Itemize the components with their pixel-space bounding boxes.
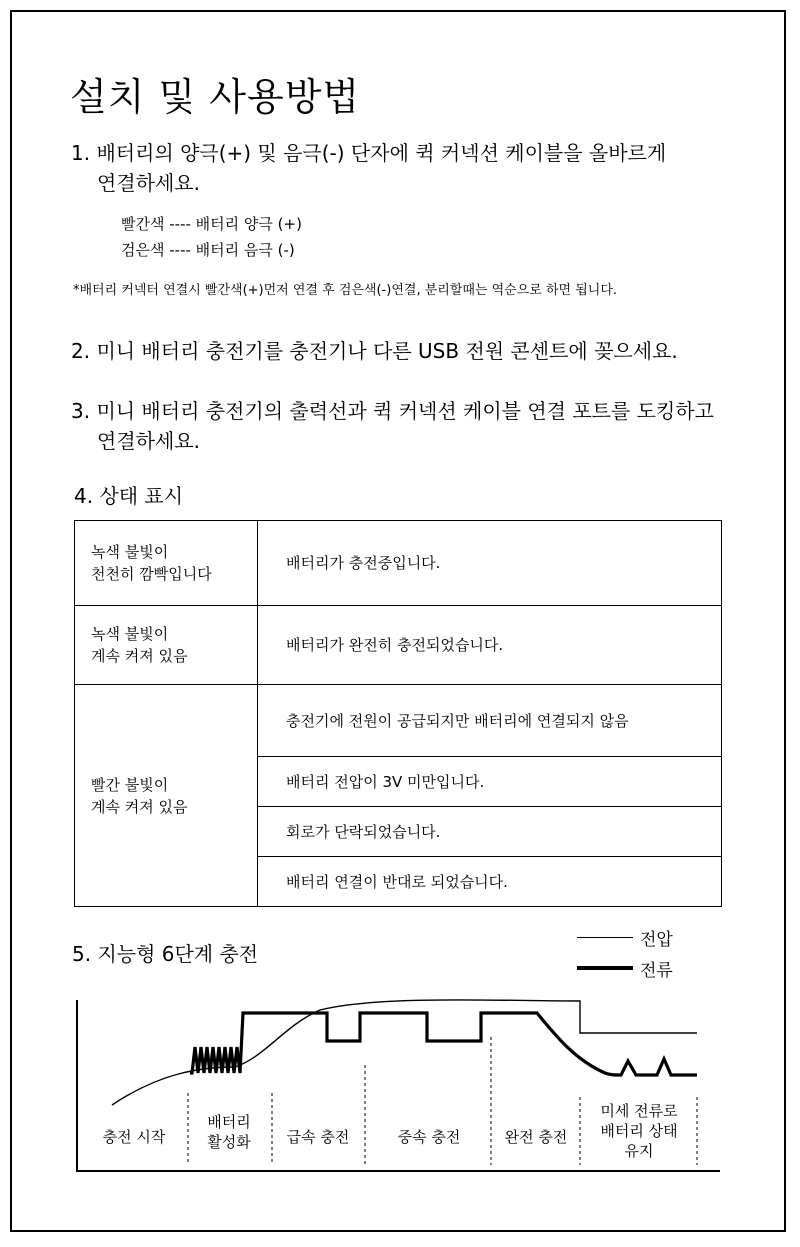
- stage-label-maintain-2: 배터리 상태: [600, 1122, 678, 1140]
- legend-current-label: 전류: [640, 961, 673, 981]
- table-row: [75, 606, 722, 685]
- status-table: [74, 520, 722, 907]
- stage-label-medium: 중속 충전: [397, 1128, 461, 1146]
- table-row: [75, 685, 722, 757]
- stage-label-full: 완전 충전: [504, 1128, 568, 1146]
- status-state: [75, 521, 258, 606]
- status-desc: 배터리가 충전중입니다.: [258, 521, 722, 606]
- step-3-line-2: 연결하세요.: [97, 429, 200, 453]
- legend-voltage-swatch: [577, 937, 633, 938]
- stage-label-maintain-3: 유지: [624, 1142, 654, 1160]
- status-desc: 충전기에 전원이 공급되지만 배터리에 연결되지 않음: [258, 685, 722, 757]
- status-state: [75, 606, 258, 685]
- status-desc: 배터리 전압이 3V 미만입니다.: [258, 757, 722, 807]
- wire-black-label: 검은색 ---- 배터리 음극 (-): [121, 241, 295, 259]
- charging-chart: [60, 985, 720, 1180]
- stage-label-activation-1: 배터리: [207, 1113, 251, 1131]
- stage-label-activation-2: 활성화: [207, 1133, 251, 1151]
- current-series-line: [190, 1013, 697, 1075]
- state-line: 계속 켜져 있음: [91, 647, 188, 665]
- state-line: 녹색 불빛이: [91, 543, 169, 561]
- step-4-heading: 4. 상태 표시: [74, 484, 184, 508]
- legend-current-swatch: [577, 966, 633, 970]
- connection-note: *배터리 커넥터 연결시 빨간색(+)먼저 연결 후 검은색(-)연결, 분리할때는 역순으로 하면 됩니다.: [73, 283, 618, 298]
- status-desc: 배터리 연결이 반대로 되었습니다.: [258, 857, 722, 907]
- step-3-line-1: 3. 미니 배터리 충전기의 출력선과 퀵 커넥션 케이블 연결 포트를 도킹하고: [71, 399, 714, 423]
- table-row: [75, 521, 722, 606]
- status-desc: 배터리가 완전히 충전되었습니다.: [258, 606, 722, 685]
- legend-voltage-label: 전압: [640, 930, 673, 950]
- stage-label-maintain-1: 미세 전류로: [600, 1102, 678, 1120]
- state-line: 녹색 불빛이: [91, 625, 169, 643]
- stage-label-fast: 급속 충전: [286, 1128, 350, 1146]
- stage-label-start: 충전 시작: [102, 1128, 166, 1146]
- wire-red-label: 빨간색 ---- 배터리 양극 (+): [121, 215, 302, 233]
- step-1-line-2: 연결하세요.: [97, 171, 200, 195]
- state-line: 계속 켜져 있음: [91, 797, 188, 816]
- state-line: 천천히 깜빡입니다: [91, 565, 212, 583]
- status-desc: 회로가 단락되었습니다.: [258, 807, 722, 857]
- status-state: [75, 685, 258, 907]
- page-title: 설치 및 사용방법: [70, 75, 361, 119]
- step-1-line-1: 1. 배터리의 양극(+) 및 음극(-) 단자에 퀵 커넥션 케이블을 올바르게: [71, 141, 667, 165]
- state-line: 빨간 불빛이: [91, 775, 169, 794]
- step-2: 2. 미니 배터리 충전기를 충전기나 다른 USB 전원 콘센트에 꽂으세요.: [71, 339, 678, 363]
- step-5-heading: 5. 지능형 6단계 충전: [72, 942, 259, 966]
